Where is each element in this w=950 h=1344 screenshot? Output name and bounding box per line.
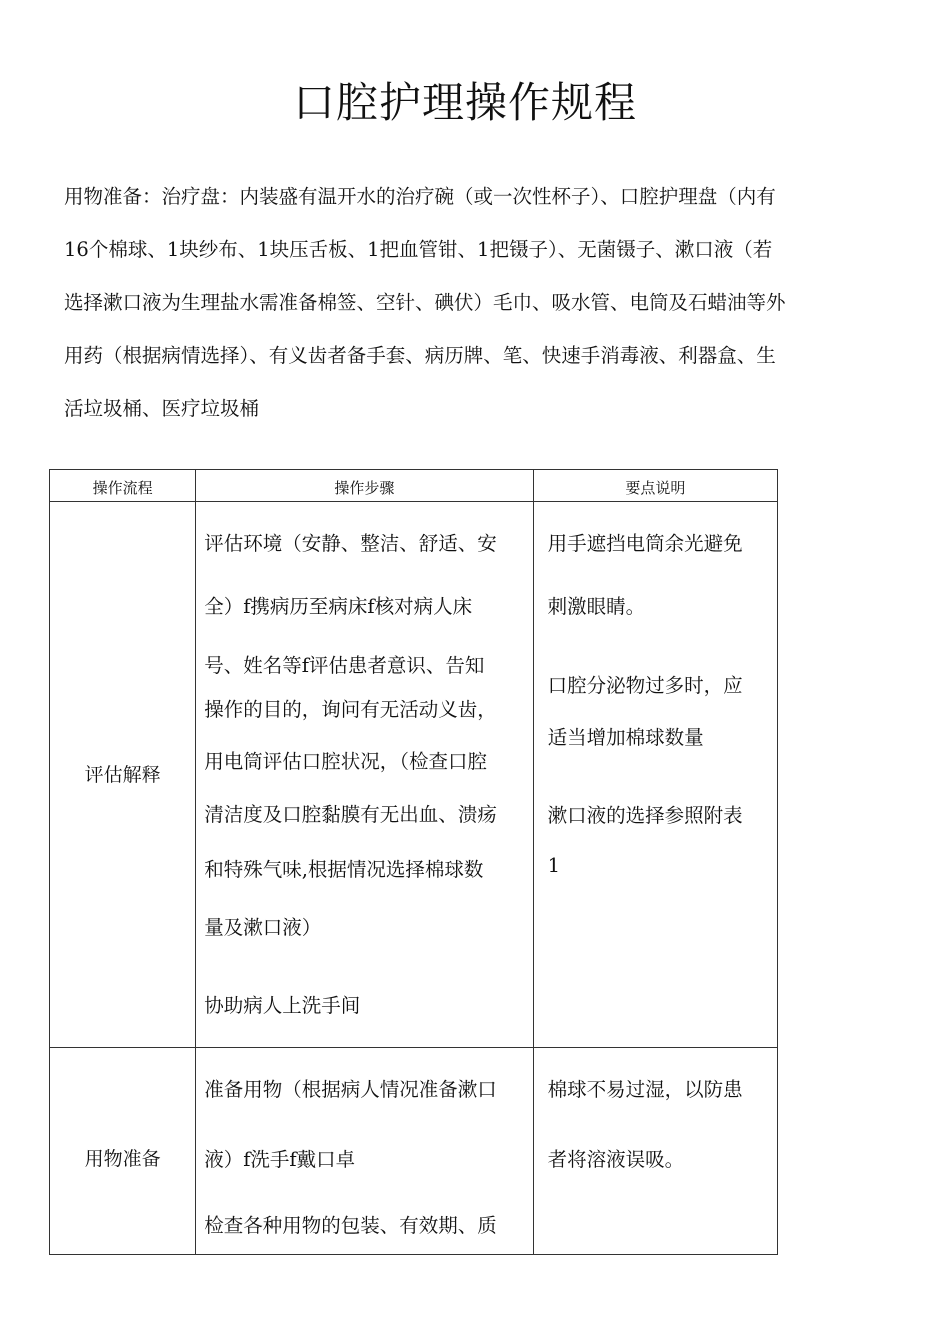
note-line: 刺激眼睛。: [547, 595, 646, 618]
table-row: [50, 502, 778, 1048]
flow-label: 评估解释: [84, 764, 161, 786]
note-line: 棉球不易过湿，以防患: [547, 1078, 743, 1101]
header-notes: 要点说明: [533, 470, 777, 502]
header-steps: 操作步骤: [196, 470, 533, 502]
step-line: 用电筒评估口腔状况，（检查口腔: [204, 750, 487, 773]
step-line: 评估环境（安静、整洁、舒适、安: [204, 532, 497, 555]
flow-cell: [50, 1048, 196, 1255]
page-title: 口腔护理操作规程: [292, 78, 637, 127]
notes-cell: [533, 1048, 777, 1255]
flow-cell: [50, 502, 196, 1048]
step-line: 和特殊气味,根据情况选择棉球数: [204, 858, 484, 881]
steps-cell: [196, 1048, 533, 1255]
note-line: 者将溶液误吸。: [547, 1148, 685, 1171]
note-line: 口腔分泌物过多时，应: [547, 674, 743, 697]
step-line: 操作的目的，询问有无活动义齿，: [204, 698, 497, 721]
materials-line: 16个棉球、1块纱布、1块压舌板、1把血管钳、1把镊子）、无菌镊子、漱口液（若: [64, 238, 773, 261]
step-line: 全）f携病历至病床f核对病人床: [204, 595, 473, 618]
materials-line: 用物准备：治疗盘：内装盛有温开水的治疗碗（或一次性杯子）、口腔护理盘（内有: [64, 185, 776, 208]
step-line: 清洁度及口腔黏膜有无出血、溃疡: [204, 803, 497, 826]
step-line: 量及漱口液）: [204, 916, 322, 939]
materials-line: 选择漱口液为生理盐水需准备棉签、空针、碘伏）毛巾、吸水管、电筒及石蜡油等外: [64, 291, 786, 314]
flow-label: 用物准备: [84, 1148, 161, 1170]
note-line: 1: [547, 854, 561, 877]
table-header-row: [50, 470, 778, 502]
materials-paragraph: [64, 176, 864, 441]
header-flow: 操作流程: [50, 470, 196, 502]
notes-cell: [533, 502, 777, 1048]
step-line: 号、姓名等f评估患者意识、告知: [204, 654, 485, 677]
materials-line: 用药（根据病情选择）、有义齿者备手套、病历牌、笔、快速手消毒液、利器盒、生: [64, 344, 776, 367]
step-line: 检查各种用物的包装、有效期、质: [204, 1214, 497, 1237]
note-line: 用手遮挡电筒余光避免: [547, 532, 743, 555]
step-line: 协助病人上洗手间: [204, 994, 361, 1017]
note-line: 漱口液的选择参照附表: [547, 804, 743, 827]
table-row: [50, 1048, 778, 1255]
step-line: 液）f洗手f戴口卓: [204, 1148, 356, 1171]
procedure-table: [49, 469, 778, 1255]
step-line: 准备用物（根据病人情况准备漱口: [204, 1078, 497, 1101]
steps-cell: [196, 502, 533, 1048]
materials-line: 活垃圾桶、医疗垃圾桶: [64, 397, 260, 420]
note-line: 适当增加棉球数量: [547, 726, 704, 749]
